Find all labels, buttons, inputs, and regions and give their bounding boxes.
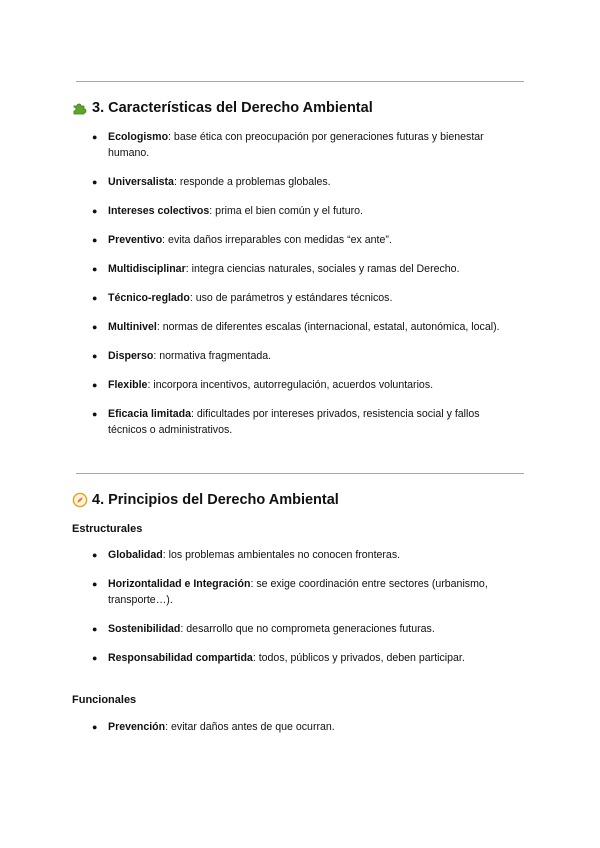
list-item (92, 319, 512, 335)
list-item (92, 547, 512, 563)
section-3-heading (72, 100, 373, 116)
item-desc: : incorpora incentivos, autorregulación, acuerdos voluntarios. (147, 379, 434, 391)
list-item (92, 348, 512, 364)
item-desc: : responde a problemas globales. (173, 176, 331, 188)
item-desc: : se exige coordinación entre sectores (urbanismo, transporte…). (108, 578, 488, 606)
bullet: ● (92, 380, 98, 390)
divider-top (76, 81, 524, 82)
item-term: Prevención (108, 721, 166, 733)
item-term: Multidisciplinar (108, 263, 186, 275)
bullet: ● (92, 322, 98, 332)
list-item (92, 621, 512, 637)
item-desc: : evitar daños antes de que ocurran. (165, 721, 335, 733)
bullet: ● (92, 132, 98, 142)
item-term: Intereses colectivos (108, 205, 210, 217)
item-desc: : desarrollo que no comprometa generaciones futuras. (180, 623, 435, 635)
bullet: ● (92, 624, 98, 634)
item-term: Globalidad (108, 549, 163, 561)
item-term: Ecologismo (108, 131, 169, 143)
functional-heading: Funcionales (72, 694, 137, 706)
bullet: ● (92, 235, 98, 245)
list-item (92, 174, 512, 190)
bullet: ● (92, 722, 98, 732)
item-desc: : todos, públicos y privados, deben participar. (252, 652, 465, 664)
bullet: ● (92, 653, 98, 663)
item-term: Responsabilidad compartida (108, 652, 253, 664)
compass-icon (72, 492, 88, 508)
bullet: ● (92, 550, 98, 560)
item-desc: : integra ciencias naturales, sociales y ramas del Derecho. (185, 263, 460, 275)
list-item (92, 232, 512, 248)
item-desc: : evita daños irreparables con medidas “ex ante”. (162, 234, 392, 246)
item-term: Sostenibilidad (108, 623, 181, 635)
list-item (92, 377, 512, 393)
item-term: Eficacia limitada (108, 408, 192, 420)
list-item (92, 261, 512, 277)
item-desc: : base ética con preocupación por generaciones futuras y bienestar humano. (108, 131, 484, 159)
section-4-heading (72, 492, 339, 508)
bullet: ● (92, 579, 98, 589)
structural-heading: Estructurales (72, 523, 143, 535)
list-item (92, 719, 512, 735)
bullet: ● (92, 293, 98, 303)
section-4-title: 4. Principios del Derecho Ambiental (92, 492, 339, 508)
puzzle-icon (72, 100, 88, 116)
bullet: ● (92, 206, 98, 216)
item-desc: : los problemas ambientales no conocen fronteras. (162, 549, 401, 561)
list-item (92, 129, 512, 161)
item-term: Multinivel (108, 321, 157, 333)
list-item (92, 203, 512, 219)
item-desc: : uso de parámetros y estándares técnicos. (189, 292, 393, 304)
bullet: ● (92, 409, 98, 419)
item-term: Universalista (108, 176, 174, 188)
list-item (92, 406, 512, 438)
item-term: Preventivo (108, 234, 163, 246)
item-term: Horizontalidad e Integración (108, 578, 251, 590)
item-desc: : normas de diferentes escalas (internacional, estatal, autonómica, local). (156, 321, 500, 333)
section-3-title: 3. Características del Derecho Ambiental (92, 100, 373, 116)
item-term: Flexible (108, 379, 148, 391)
item-desc: : prima el bien común y el futuro. (209, 205, 363, 217)
bullet: ● (92, 177, 98, 187)
bullet: ● (92, 264, 98, 274)
list-item (92, 576, 512, 608)
item-desc: : normativa fragmentada. (153, 350, 272, 362)
list-item (92, 290, 512, 306)
divider-middle (76, 473, 524, 474)
item-term: Disperso (108, 350, 154, 362)
bullet: ● (92, 351, 98, 361)
item-term: Técnico-reglado (108, 292, 190, 304)
list-item (92, 650, 512, 666)
item-desc: : dificultades por intereses privados, resistencia social y fallos técnicos o administrativos. (108, 408, 480, 436)
